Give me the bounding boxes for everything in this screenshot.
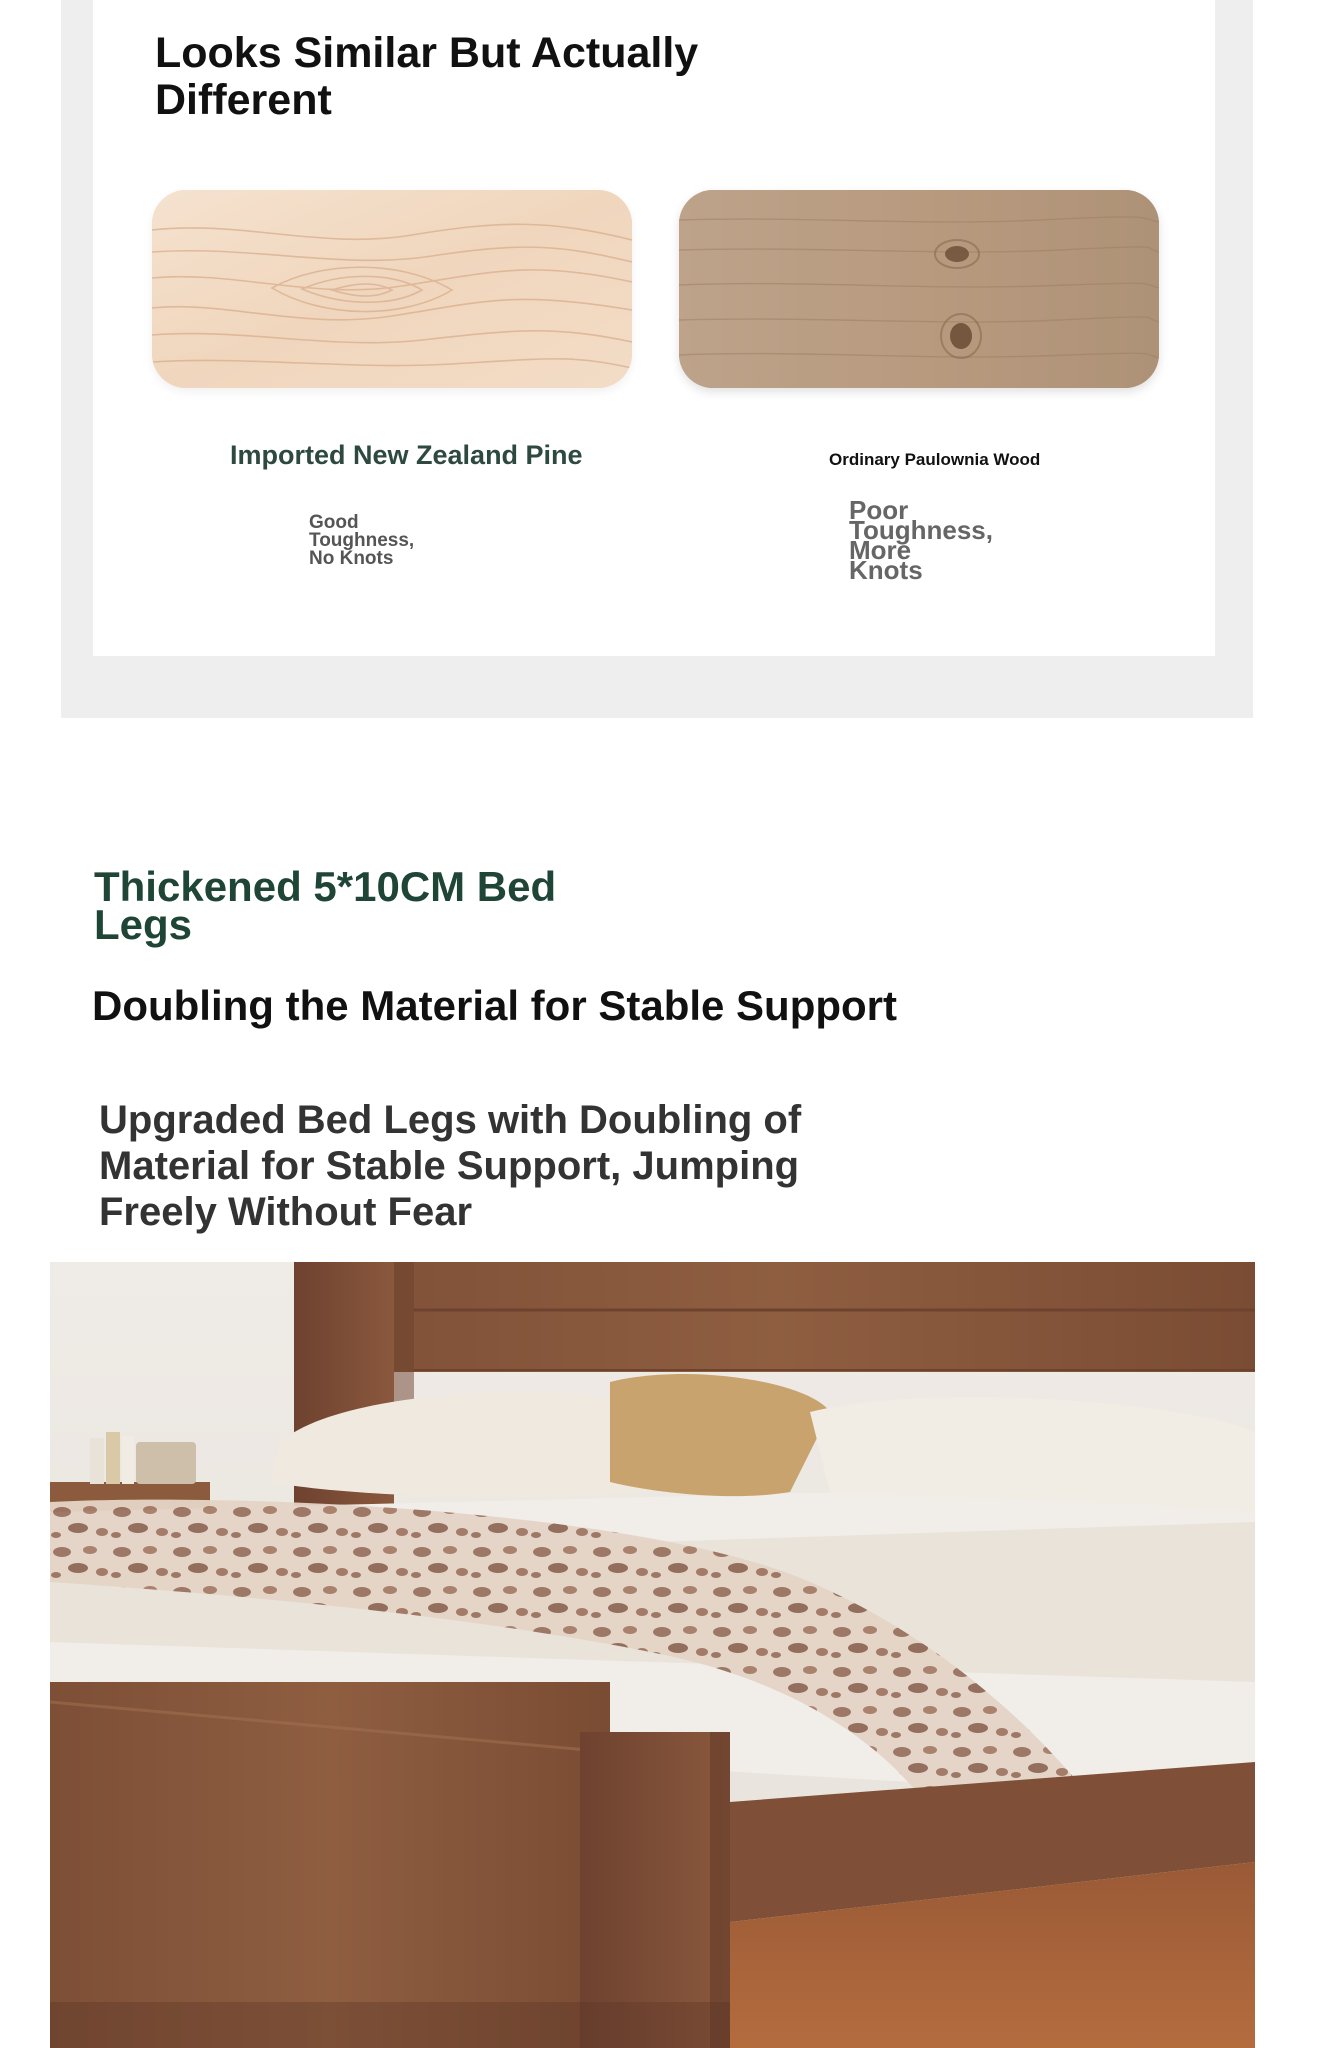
comparison-title: Looks Similar But Actually Different [155, 29, 699, 124]
pine-wood-sample-image [152, 190, 632, 388]
bed-legs-description: Upgraded Bed Legs with Doubling of Material for Stable Support, Jumping Freely Without Fear [99, 1098, 802, 1234]
paulownia-wood-description: Poor Toughness, More Knots [849, 495, 993, 585]
pine-wood-description: Good Toughness, No Knots [309, 512, 415, 569]
bed-product-photo [50, 1262, 1255, 2048]
paulownia-wood-label: Ordinary Paulownia Wood [829, 450, 1041, 469]
pine-wood-label: Imported New Zealand Pine [230, 440, 583, 470]
bed-legs-title: Thickened 5*10CM Bed Legs [94, 863, 557, 948]
bed-legs-subtitle: Doubling the Material for Stable Support [92, 982, 898, 1029]
paulownia-wood-sample-image [679, 190, 1159, 388]
